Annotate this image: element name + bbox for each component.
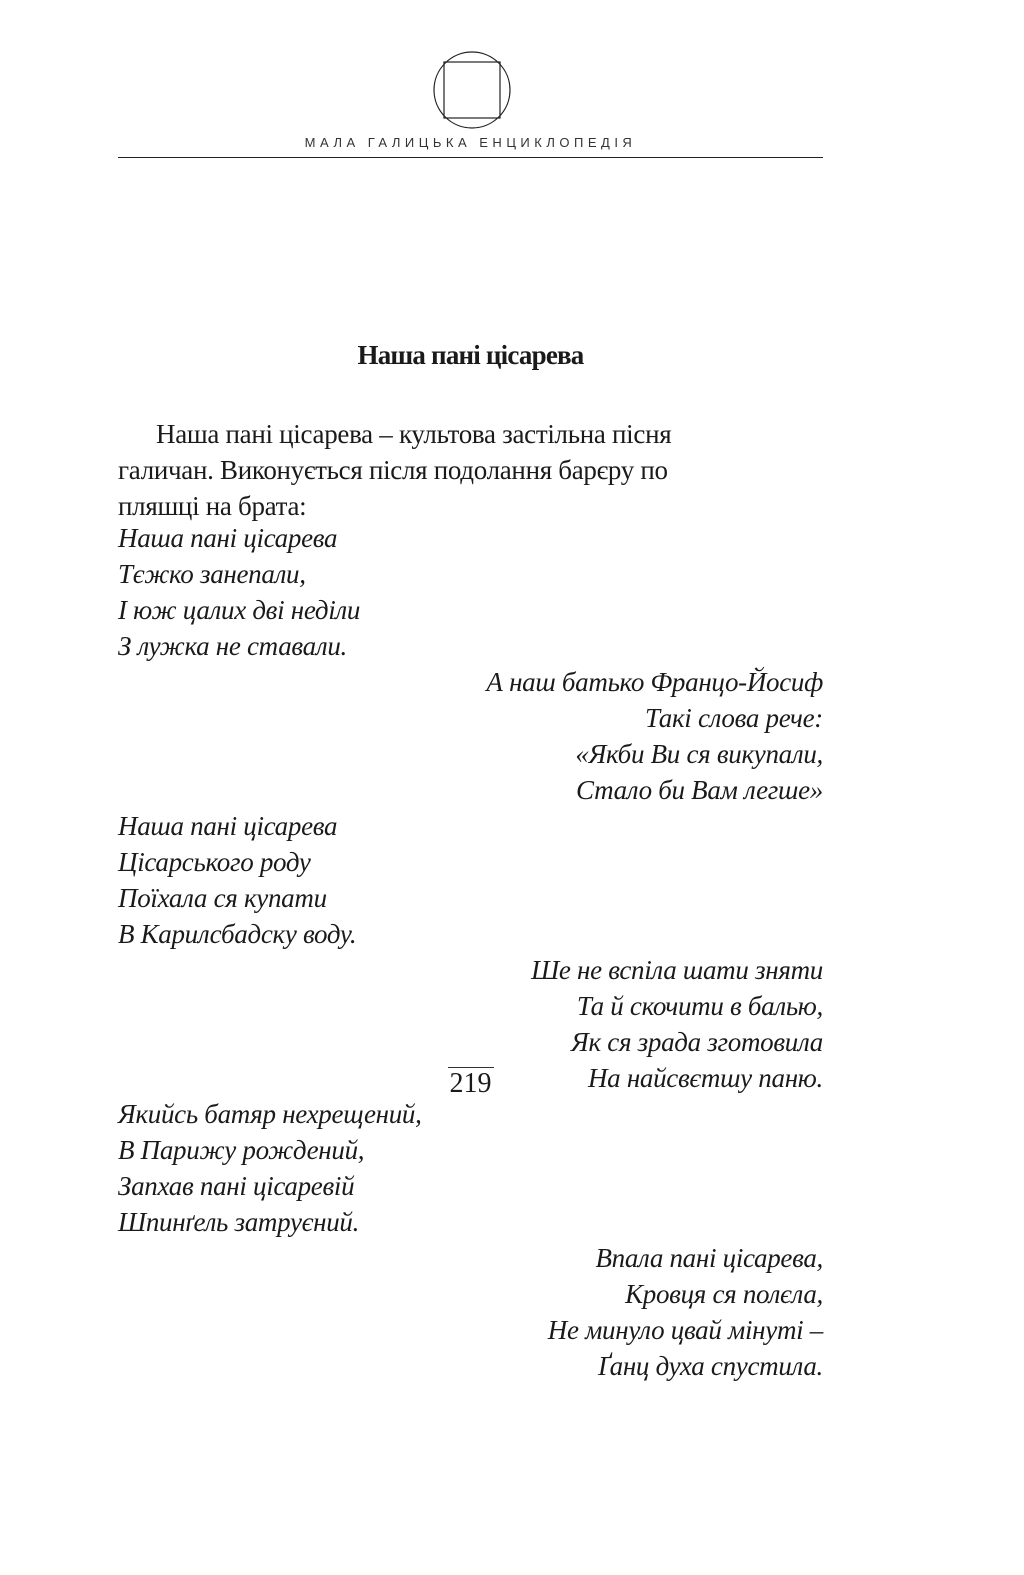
stanza-1 (118, 520, 823, 664)
circle-square-emblem-icon (432, 50, 512, 130)
verse-line: Такі слова рече: (645, 703, 823, 733)
verse-line: Не минуло цвай мінуті – (547, 1315, 823, 1345)
verse-line: Ше не вспіла шати зняти (531, 955, 823, 985)
verse-line: Цісарського роду (118, 847, 311, 877)
intro-paragraph (118, 416, 823, 524)
intro-line: пляшці на брата: (118, 491, 307, 521)
verse-line: В Карилсбадску воду. (118, 919, 357, 949)
verse-line: Як ся зрада зготовила (571, 1027, 823, 1057)
verse-line: Стало би Вам легше» (575, 775, 823, 805)
running-head: МАЛА ГАЛИЦЬКА ЕНЦИКЛОПЕДІЯ (304, 135, 637, 150)
verse-line: Кровця ся полєла, (625, 1279, 823, 1309)
header-rule (118, 157, 823, 158)
verse-line: Шпинґель затруєний. (118, 1207, 360, 1237)
verse-line: Ґанц духа спустила. (598, 1351, 823, 1381)
article-title: Наша пані цісарева (357, 340, 584, 370)
verse-line: Наша пані цісарева (118, 523, 338, 553)
verse-line: В Парижу рождений, (118, 1135, 365, 1165)
verse-line: На найсвєтшу паню. (587, 1063, 823, 1093)
verse-line: Запхав пані цісаревій (118, 1171, 355, 1201)
verse-line: Та й скочити в балью, (576, 991, 823, 1021)
intro-line: галичан. Виконується після подолання барєру по (118, 455, 668, 485)
verse-line: Поїхала ся купати (118, 883, 327, 913)
verse-line: Впала пані цісарева, (595, 1243, 823, 1273)
stanza-6 (118, 1240, 823, 1384)
verse-line: Тєжко занепали, (118, 559, 306, 589)
verse-line: «Якби Ви ся викупали, (575, 739, 823, 769)
page-number (118, 1068, 823, 1100)
stanza-2 (118, 664, 823, 808)
intro-line: Наша пані цісарева – культова застільна пісня (156, 419, 672, 449)
page-number-text: 219 (449, 1068, 492, 1099)
verse-line: Наша пані цісарева (118, 811, 338, 841)
verse-line: А наш батько Францо-Йосиф (486, 667, 823, 697)
stanza-3 (118, 808, 823, 952)
verse-line: З лужка не ставали. (118, 631, 347, 661)
stanza-5 (118, 1096, 823, 1240)
verse-line: Якийсь батяр нехрещений, (118, 1099, 422, 1129)
verse-line: І юж цалих дві неділи (118, 595, 361, 625)
